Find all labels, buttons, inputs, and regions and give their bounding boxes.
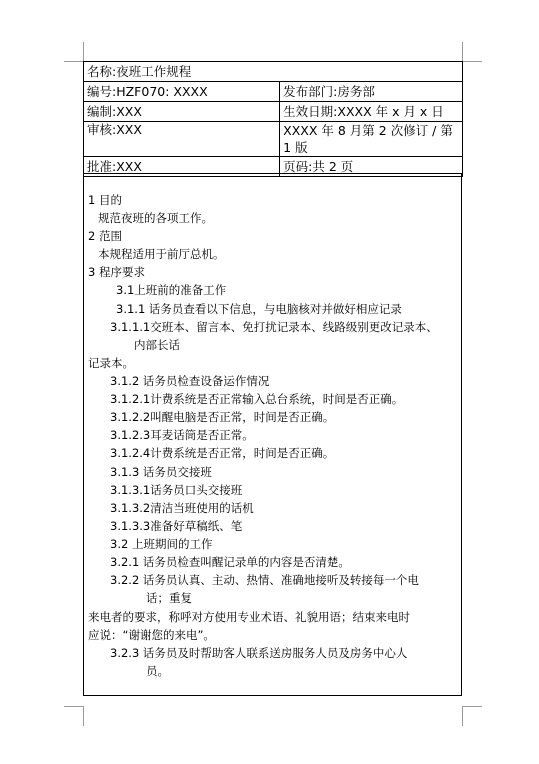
effective-date-label: 生效日期:	[283, 103, 338, 119]
body-text: 3.1.2 话务员检查设备运作情况	[110, 374, 270, 388]
revision-cell	[280, 122, 463, 157]
issuing-dept-label: 发布部门:	[283, 83, 338, 99]
body-text: 3.1.3.1话务员口头交接班	[110, 483, 243, 497]
header-row-review	[84, 122, 463, 157]
reviewer-cell	[84, 122, 280, 157]
doc-code-label: 编号:	[87, 83, 117, 99]
body-text: 3.2.2 话务员认真、主动、热情、准确地接听及转接每一个电	[110, 573, 419, 587]
body-text: 员。	[146, 664, 169, 678]
crop-mark	[64, 61, 84, 62]
document-header-table	[83, 61, 463, 177]
section-heading: 2 范围	[88, 229, 122, 243]
effective-date-cell	[280, 102, 463, 122]
body-text: 3.1.2.4计费系统是否正常，时间是否正确。	[110, 446, 335, 460]
issuing-dept: 房务部	[337, 83, 375, 99]
body-text: 3.1.2.2叫醒电脑是否正常，时间是否正确。	[110, 410, 335, 424]
body-text: 本规程适用于前厅总机。	[98, 247, 225, 261]
body-text: 规范夜班的各项工作。	[98, 211, 213, 225]
header-row-code	[84, 82, 463, 102]
crop-mark	[64, 706, 84, 707]
body-text: 3.1.1.1交班本、留言本、免打扰记录本、线路级别更改记录本、	[110, 320, 438, 334]
body-text: 3.1.3.3准备好草稿纸、笔	[110, 519, 243, 533]
doc-name-label: 名称:	[87, 63, 117, 79]
effective-date: XXXX 年 x 月 x 日	[337, 103, 444, 119]
reviewer-label: 审核:	[87, 122, 117, 137]
crop-mark	[462, 42, 463, 62]
section-heading: 1 目的	[88, 193, 122, 207]
doc-name-cell	[84, 62, 463, 82]
section-heading: 3 程序要求	[88, 265, 145, 279]
body-text: 来电者的要求，称呼对方使用专业术语、礼貌用语；结束来电时	[88, 610, 410, 624]
header-row-name	[84, 62, 463, 82]
crop-mark	[83, 42, 84, 62]
body-text: 3.2 上班期间的工作	[110, 537, 213, 551]
crop-mark	[462, 61, 482, 62]
reviewer: XXX	[116, 122, 142, 137]
author-label: 编制:	[87, 103, 117, 119]
body-text: 3.1.2.3耳麦话筒是否正常。	[110, 428, 254, 442]
body-text: 应说：“谢谢您的来电”。	[88, 628, 215, 642]
body-text: 记录本。	[88, 356, 134, 370]
page-count: 页码:共 2 页	[283, 158, 354, 174]
author: XXX	[116, 103, 142, 119]
body-text: 3.1.3 话务员交接班	[110, 465, 212, 479]
issuing-dept-cell	[280, 82, 463, 102]
body-text: 3.2.3 话务员及时帮助客人联系送房服务人员及房务中心人	[110, 646, 408, 660]
body-text: 3.1.1 话务员查看以下信息，与电脑核对并做好相应记录	[116, 302, 402, 316]
approver: XXX	[116, 158, 142, 174]
body-text: 话；重复	[146, 591, 192, 605]
body-text: 3.2.1 话务员检查叫醒记录单的内容是否清楚。	[110, 555, 350, 569]
revision: XXXX 年 8 月第 2 次修订 / 第 1 版	[283, 123, 453, 155]
crop-mark	[83, 706, 84, 726]
doc-code-cell	[84, 82, 280, 102]
doc-code: HZF070: XXXX	[116, 83, 208, 99]
body-text: 内部长话	[134, 338, 180, 352]
body-text: 3.1.2.1计费系统是否正常输入总台系统，时间是否正确。	[110, 392, 404, 406]
header-row-author	[84, 102, 463, 122]
author-cell	[84, 102, 280, 122]
approver-label: 批准:	[87, 158, 117, 174]
doc-name: 夜班工作规程	[116, 63, 192, 79]
body-text: 3.1上班前的准备工作	[116, 283, 227, 297]
crop-mark	[462, 706, 482, 707]
body-text: 3.1.3.2清洁当班使用的话机	[110, 501, 254, 515]
crop-mark	[462, 706, 463, 726]
